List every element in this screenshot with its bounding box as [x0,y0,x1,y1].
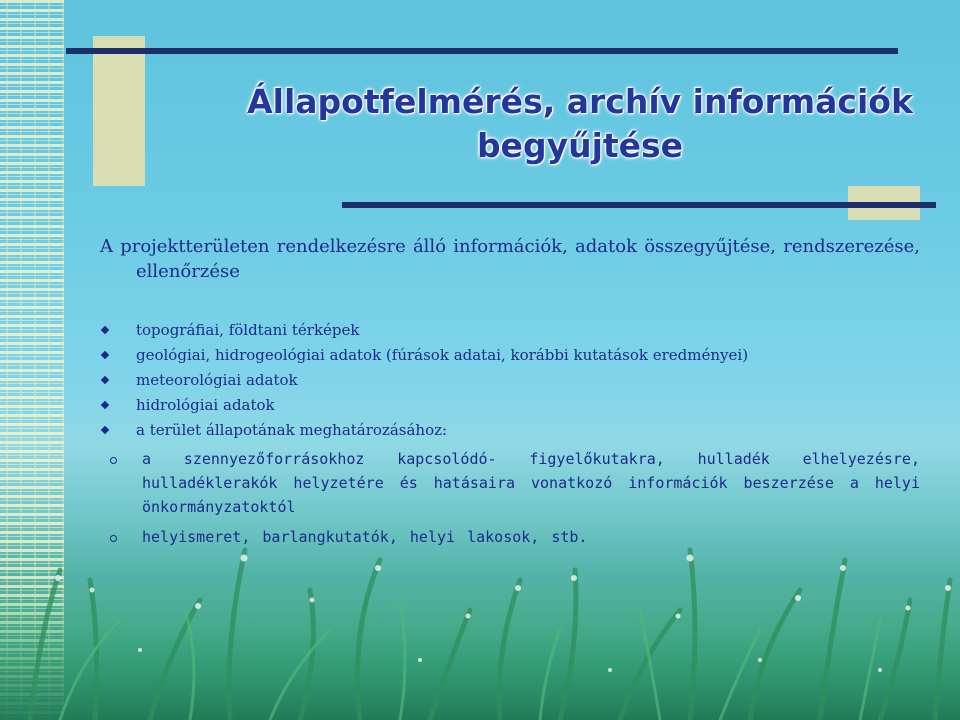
sub-bullet-item [100,525,920,549]
bullet-text: a terület állapotának meghatározásához: [136,421,448,439]
diamond-bullet-icon [101,426,109,434]
circle-bullet-icon [110,457,117,464]
bullet-list [100,318,920,549]
circle-bullet-icon [110,535,117,542]
sub-bullet-text: a szennyezőforrásokhoz kapcsolódó- figyelőkutakra, hulladék elhelyezésre, hulladéklerakók helyzetére és hatásaira vonatkozó információk beszerzése a helyi önkormányzatoktól [142,450,920,516]
page-title [220,80,940,168]
sub-bullet-item [100,447,920,519]
bullet-item [100,343,920,368]
decorative-line-bottom [342,202,936,208]
sub-bullet-text: helyismeret, barlangkutatók, helyi lakosok, stb. [142,528,588,546]
title-line-2: begyűjtése [476,126,684,165]
bullet-text: geológiai, hidrogeológiai adatok (fúrások adatai, korábbi kutatások eredményei) [136,346,749,364]
decorative-box-left [93,36,145,186]
slide-content [100,234,920,549]
diamond-bullet-icon [101,376,109,384]
bullet-item [100,393,920,418]
decorative-line-top [66,48,898,54]
diamond-bullet-icon [101,326,109,334]
bullet-text: meteorológiai adatok [136,371,298,389]
intro-text: A projektterületen rendelkezésre álló információk, adatok összegyűjtése, rendszerezése, ellenőrzése [100,236,920,282]
title-line-1: Állapotfelmérés, archív információk [247,82,913,121]
decorative-stripes [0,0,64,720]
bullet-text: hidrológiai adatok [136,396,275,414]
bullet-item [100,318,920,343]
bullet-text: topográfiai, földtani térképek [136,321,360,339]
diamond-bullet-icon [101,351,109,359]
sub-bullet-list [136,447,920,549]
bullet-item [100,418,920,549]
diamond-bullet-icon [101,401,109,409]
bullet-item [100,368,920,393]
